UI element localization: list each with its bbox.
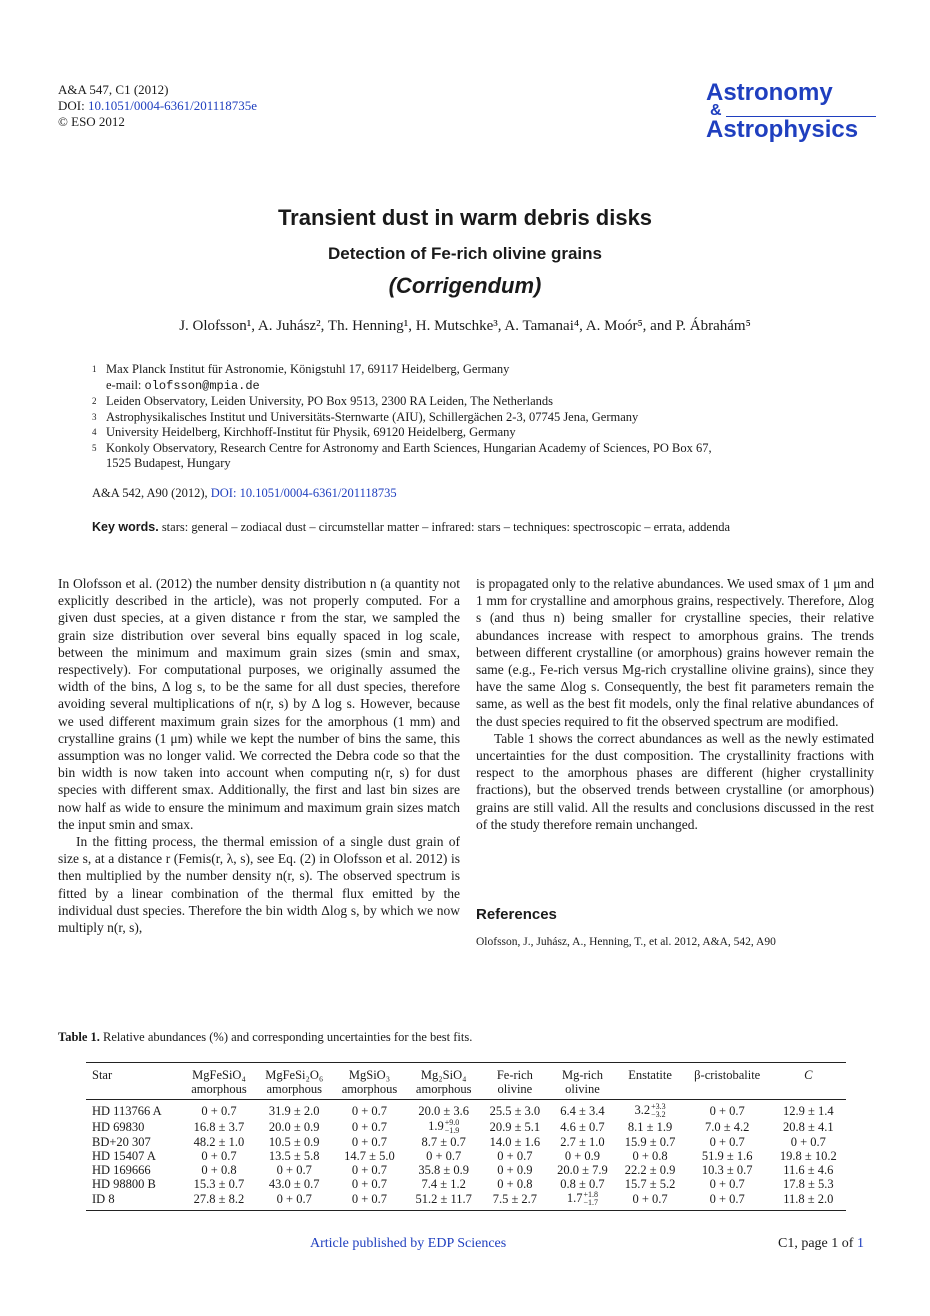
affiliation-5: 5 Konkoly Observatory, Research Centre for Astronomy and Earth Sciences, Hungarian Academy of Sciences, PO Box 67, 1525 Budapest, Hungary [92, 440, 712, 470]
table-cell: 0 + 0.7 [790, 1135, 826, 1150]
column-header: MgFeSi₂O₆ amorphous [256, 1063, 333, 1100]
author-list: J. Olofsson¹, A. Juhász², Th. Henning¹, H. Mutschke³, A. Tamanai⁴, A. Moór⁵, and P. Ábrahám⁵ [179, 318, 751, 334]
table-cell: 17.8 ± 5.3 [782, 1177, 834, 1192]
table-cell: 0 + 0.7 [497, 1149, 533, 1164]
table-cell: 51.2 ± 11.7 [406, 1191, 481, 1211]
table-cell: 19.8 ± 10.2 [779, 1149, 837, 1164]
journal-logo [706, 80, 876, 143]
citation: A&A 547, C1 (2012) [58, 82, 169, 97]
table-cell: 20.0 ± 3.6 [418, 1104, 470, 1119]
table-cell: 48.2 ± 1.0 [193, 1135, 245, 1150]
table-cell: 11.6 ± 4.6 [783, 1163, 834, 1178]
table-row [86, 1163, 846, 1177]
original-article-ref: A&A 542, A90 (2012), DOI: 10.1051/0004-6361/201118735 [92, 486, 397, 500]
table-cell: 15.7 ± 5.2 [624, 1177, 676, 1192]
table-cell: 0 + 0.8 [497, 1177, 533, 1192]
table-cell: 0 + 0.7 [351, 1135, 388, 1150]
table-cell: 0 + 0.7 [709, 1177, 745, 1192]
table-cell: 0 + 0.7 [684, 1191, 771, 1211]
column-header: Mg₂SiO₄ amorphous [406, 1063, 481, 1100]
table-cell: 20.0 ± 7.9 [557, 1163, 608, 1178]
table-row [86, 1191, 846, 1211]
table-header-row [86, 1063, 846, 1100]
table-cell: 1.9 +9.0 −1.9 [428, 1118, 460, 1136]
table-cell: HD 169666 [92, 1163, 151, 1178]
table-cell: 0 + 0.7 [616, 1191, 684, 1211]
table-cell: 0 + 0.8 [201, 1163, 237, 1178]
affiliation-3: 3 Astrophysikalisches Institut und Universitäts-Sternwarte (AIU), Schillergächen 2-3, 07745 Jena, Germany [92, 409, 639, 424]
table-cell: 8.7 ± 0.7 [421, 1135, 466, 1150]
column-header: Fe-rich olivine [481, 1063, 549, 1100]
reference-entry: Olofsson, J., Juhász, A., Henning, T., et al. 2012, A&A, 542, A90 [476, 936, 776, 948]
table-cell: 27.8 ± 8.2 [182, 1191, 256, 1211]
table-cell: 4.6 ± 0.7 [560, 1120, 605, 1135]
paper-subtitle-corrigendum: (Corrigendum) [388, 273, 542, 298]
publisher-link[interactable]: Article published by EDP Sciences [310, 1236, 507, 1251]
table-row [86, 1100, 846, 1120]
table-cell: 0 + 0.7 [276, 1163, 312, 1178]
page-number: C1, page 1 of [778, 1236, 857, 1251]
table-cell: ID 8 [86, 1191, 182, 1211]
affiliation-4: 4 University Heidelberg, Kirchhoff-Institut für Physik, 69120 Heidelberg, Germany [92, 425, 516, 439]
table-cell: 0 + 0.7 [351, 1163, 388, 1178]
table-cell: HD 15407 A [92, 1149, 156, 1164]
paragraph: is propagated only to the relative abundances. We used smax of 1 μm and 1 mm for crystalline and amorphous grains, respectively. Therefore, Δlog s (and thus n) being smaller for crystalline species, their relative abundances increase with respect to amorphous grains. The trends between different crystalline (or amorphous) grains however remain the same (e.g., Fe-rich versus Mg-rich crystalline olivine grains), since they have the same Δlog s. Consequently, the best fit parameters remain the same, as well as the best fit models, only the final relative abundances of the dust species required to fit the observed spectrum are modified. [476, 576, 874, 729]
keywords [92, 520, 872, 535]
table-cell: 51.9 ± 1.6 [701, 1149, 753, 1164]
table-cell: 8.1 ± 1.9 [627, 1120, 673, 1135]
column-header: C [771, 1063, 846, 1100]
table-cell: 25.5 ± 3.0 [489, 1104, 541, 1119]
table-cell: 15.9 ± 0.7 [624, 1135, 676, 1150]
body-left-column [58, 575, 460, 936]
table-cell: HD 69830 [92, 1120, 145, 1135]
doi-label: DOI: [58, 98, 88, 113]
table-cell: 0 + 0.7 [709, 1104, 745, 1119]
table-cell: 12.9 ± 1.4 [782, 1104, 834, 1119]
table-cell: HD 98800 B [92, 1177, 156, 1192]
table-cell: 7.4 ± 1.2 [421, 1177, 466, 1192]
table-cell: 20.9 ± 5.1 [489, 1120, 541, 1135]
table-cell: 20.8 ± 4.1 [782, 1120, 834, 1135]
keywords-label: Key words. [92, 520, 159, 534]
table-cell: 0 + 0.7 [351, 1177, 388, 1192]
table-cell: 0.8 ± 0.7 [560, 1177, 605, 1192]
table-cell: 0 + 0.7 [201, 1149, 237, 1164]
keywords-text: stars: general – zodiacal dust – circumstellar matter – infrared: stars – techniques: spectroscopic – errata, addenda [161, 520, 730, 534]
table-cell: 0 + 0.7 [351, 1104, 388, 1119]
table-cell: 31.9 ± 2.0 [268, 1104, 320, 1119]
references-heading: References [476, 906, 557, 923]
table-cell: 10.3 ± 0.7 [701, 1163, 753, 1178]
table-cell: 11.8 ± 2.0 [771, 1191, 846, 1211]
table-cell: 6.4 ± 3.4 [560, 1104, 605, 1119]
table-cell: 0 + 0.9 [564, 1149, 601, 1164]
body-right-column [476, 575, 874, 833]
original-doi-link[interactable]: DOI: 10.1051/0004-6361/201118735 [210, 486, 397, 500]
table-row [86, 1119, 846, 1135]
affiliation-2: 2 Leiden Observatory, Leiden University, PO Box 9513, 2300 RA Leiden, The Netherlands [92, 394, 554, 408]
table-cell: 14.7 ± 5.0 [344, 1149, 395, 1164]
logo-amp: & [710, 102, 722, 119]
table-cell: 0 + 0.9 [497, 1163, 533, 1178]
logo-line2: Astrophysics [706, 116, 859, 143]
table-cell: 35.8 ± 0.9 [418, 1163, 470, 1178]
table-cell: 0 + 0.7 [351, 1120, 388, 1135]
table-caption-label: Table 1. [58, 1030, 100, 1044]
table-cell: 0 + 0.7 [201, 1104, 237, 1119]
affiliation-1: 1 Max Planck Institut für Astronomie, Königstuhl 17, 69117 Heidelberg, Germany e-mail: olofsson@mpia.de [92, 362, 510, 393]
paper-title: Transient dust in warm debris disks [277, 205, 653, 230]
table-cell: 20.0 ± 0.9 [268, 1120, 320, 1135]
table-cell: 16.8 ± 3.7 [193, 1120, 245, 1135]
table-cell: HD 113766 A [92, 1104, 162, 1119]
column-header: Mg-rich olivine [549, 1063, 617, 1100]
table-cell: 14.0 ± 1.6 [489, 1135, 541, 1150]
table-cell: 0 + 0.7 [426, 1149, 462, 1164]
paragraph: Table 1 shows the correct abundances as well as the newly estimated uncertainties for the dust composition. The crystallinity fractions with respect to the amorphous phases are different (higher crystallinity fractions), but the observed trends between crystalline (or amorphous) grains are still valid. All the results and conclusions discussed in the rest of the study therefore remain unchanged. [476, 730, 874, 832]
table-cell: BD+20 307 [92, 1135, 151, 1150]
table-cell: 0 + 0.8 [632, 1149, 668, 1164]
column-header: β-cristobalite [684, 1063, 771, 1100]
journal-header [58, 82, 257, 130]
table-cell: 3.2 +3.3 −3.2 [634, 1102, 666, 1120]
table-cell: 43.0 ± 0.7 [268, 1177, 320, 1192]
table-cell: 13.5 ± 5.8 [268, 1149, 320, 1164]
table-cell: 7.0 ± 4.2 [705, 1120, 750, 1135]
doi-link[interactable]: 10.1051/0004-6361/201118735e [87, 98, 258, 113]
table-cell: 22.2 ± 0.9 [624, 1163, 676, 1178]
table-cell: 0 + 0.7 [333, 1191, 407, 1211]
column-header: MgFeSiO₄ amorphous [182, 1063, 256, 1100]
table-row [86, 1149, 846, 1163]
email[interactable]: olofsson@mpia.de [144, 378, 260, 393]
column-header: Star [86, 1063, 182, 1100]
table-cell: 7.5 ± 2.7 [481, 1191, 549, 1211]
column-header: MgSiO₃ amorphous [333, 1063, 407, 1100]
paragraph: In the fitting process, the thermal emission of a single dust grain of size s, at a distance r (Femis(r, λ, s), see Eq. (2) in Olofsson et al. 2012) is then multiplied by the number density n(r, s). The observed spectrum is fitted by a linear combination of the thermal flux emitted by the individual dust species. Therefore the bin width Δlog s, by which we now multiply n(r, s), [58, 834, 460, 936]
page-total-link[interactable]: 1 [856, 1236, 864, 1251]
table-row [86, 1177, 846, 1191]
logo-line1: Astronomy [706, 79, 833, 106]
paragraph: In Olofsson et al. (2012) the number density distribution n (a quantity not explicitly described in the article), was not properly computed. For a given dust species, at a given distance r from the star, we sampled the grain size distribution over several bins equally spaced in log scale, between the minimum and maximum grain sizes (smin and smax, respectively). For computational purposes, we originally assumed the width of the bins, Δ log s, to be the same for all dust species, therefore avoiding several multiplications of n(r, s) by Δ log s. However, because we used different maximum grain sizes for the amorphous (1 mm) and crystalline grains (1 μm) while we kept the number of bins the same, this assumption was no longer valid. We corrected the Debra code so that the bin width is now taken into account when computing n(r, s) for dust species with different smax. Additionally, the first and last bin sizes are now half as wide to ensure the minimum and maximum grain sizes match the input smin and smax. [58, 576, 460, 832]
column-header: Enstatite [616, 1063, 684, 1100]
table-row [86, 1135, 846, 1149]
affiliations [92, 362, 812, 472]
table-cell: 1.7 +1.8 −1.7 [549, 1191, 617, 1211]
table-cell: 0 + 0.7 [709, 1135, 745, 1150]
abundance-table [86, 1062, 846, 1211]
table-caption: Table 1. Relative abundances (%) and corresponding uncertainties for the best fits. [58, 1030, 473, 1044]
table-cell: 0 + 0.7 [256, 1191, 333, 1211]
table-cell: 10.5 ± 0.9 [268, 1135, 320, 1150]
table-cell: 2.7 ± 1.0 [560, 1135, 605, 1150]
copyright: © ESO 2012 [58, 114, 125, 129]
table-cell: 15.3 ± 0.7 [193, 1177, 245, 1192]
paper-subtitle: Detection of Fe-rich olivine grains [328, 244, 602, 263]
